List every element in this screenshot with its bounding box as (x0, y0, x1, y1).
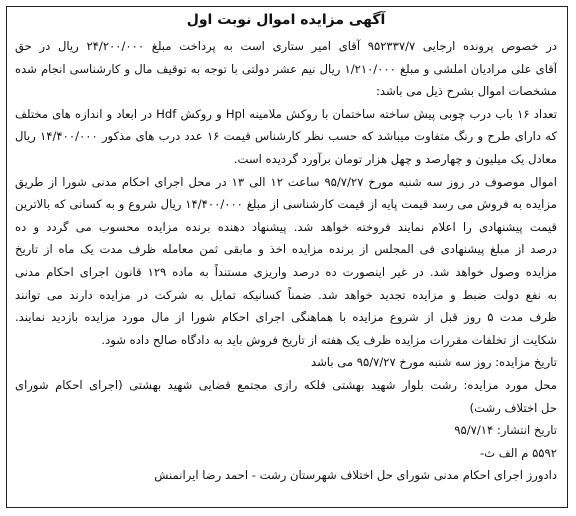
auction-location-line: حل اختلاف رشت) (469, 400, 557, 415)
notice-title: آگهی مزایده اموال نوبت اول (186, 12, 386, 28)
notice-line: تعداد ۱۶ باب درب چوبی پیش ساخته ساختمان با روکش ملامینه Hpl و روکش Hdf در ابعاد و اندازه های مختلف (15, 106, 557, 121)
notice-line: معادل یک میلیون و چهارصد و چهل هزار تومان برآورد گردیده است. (233, 151, 557, 166)
notice-line: قیمت پیشنهادی را اعلام نمایند فروخته خواهد شد. پیشنهاد دهنده برنده مزایده محسوب می گردد و ده (15, 219, 557, 234)
notice-line: درصد از مبلغ پیشنهادی فی المجلس از برنده مزایده اخذ و مابقی ثمن معامله ظرف مدت یک ماه از تاریخ (15, 242, 557, 257)
notice-line: مزایده وصول خواهد شد. در غیر اینصورت ده درصد واریزی مستنداً به ماده ۱۲۹ قانون اجرای احکام مدنی (15, 264, 557, 279)
reference-number-line: ۵۵۹۲ م الف ث- (479, 445, 557, 460)
auction-notice (6, 6, 568, 508)
notice-line: به نفع دولت ضبط و مزایده تجدید خواهد شد. ضمناً کسانیکه تمایل به شرکت در مزایده دارند می توانند (15, 287, 557, 302)
notice-line: ظرف مدت ۵ روز قبل از شروع مزایده با هماهنگی اجرای احکام شورا از مال مورد مزایده بازدید نمایند. (15, 310, 557, 325)
notice-line: آقای علی مرادیان املشی و مبلغ ۱/۲۱۰/۰۰۰ ریال نیم عشر دولتی با توجه به توقیف مال و کارشناسی انجام شده (15, 61, 557, 76)
auction-location-line: محل مورد مزایده: رشت بلوار شهید بهشتی فلکه رازی مجتمع قضایی شهید بهشتی (اجرای احکام شورای (15, 377, 557, 392)
notice-line: شکایت از تخلفات مقررات مزایده ظرف یک هفته از تاریخ فروش باید به دادگاه صالح داده شود. (101, 332, 557, 347)
notice-line: مزایده به فروش می رسد قیمت پایه از قیمت کارشناسی از مبلغ ۱۴/۴۰۰/۰۰۰ ریال شروع و به کسانی که بالاترین (15, 197, 557, 212)
signature-line: دادورز اجرای احکام مدنی شورای حل اختلاف شهرستان رشت - احمد رضا ایرانمنش (154, 468, 557, 483)
publish-date-line: تاریخ انتشار: ۹۵/۷/۱۴ (454, 423, 557, 438)
auction-date-line: تاریخ مزایده: روز سه شنبه مورخ ۹۵/۷/۲۷ می باشد (310, 355, 557, 370)
notice-line: مشخصات اموال بشرح ذیل می باشد: (376, 84, 557, 99)
notice-line: که دارای طرح و رنگ متفاوت میباشد که حسب نظر کارشناس قیمت ۱۶ عدد درب های مذکور ۱۴/۴۰۰/۰۰۰ ریال (15, 129, 557, 144)
notice-line: اموال موصوف در روز سه شنبه مورخ ۹۵/۷/۲۷ ساعت ۱۲ الی ۱۳ در محل اجرای احکام مدنی شورا از طریق (15, 174, 557, 189)
notice-line: در خصوص پرونده ارجایی ۹۵۲۳۳۷/۷ آقای امیر ستاری است به پرداخت مبلغ ۲۴/۲۰۰/۰۰۰ ریال در حق (15, 39, 557, 53)
